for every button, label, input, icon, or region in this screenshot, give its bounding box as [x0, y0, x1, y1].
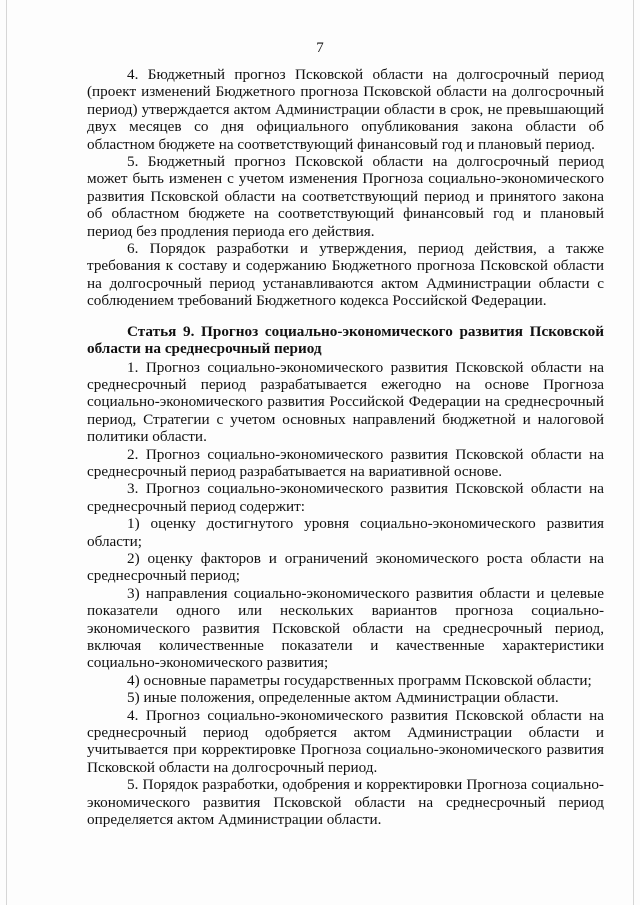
list-item-2: 2) оценку факторов и ограничений экономического роста области на среднесрочный период;: [87, 549, 604, 585]
paragraph-article9-3: 3. Прогноз социально-экономического развития Псковской области на среднесрочный период содержит:: [87, 480, 604, 515]
paragraph-article9-1: 1. Прогноз социально-экономического развития Псковской области на среднесрочный период разрабатывается ежегодно на основе Прогноза социально-экономического развития Российской Федерации на среднесрочный период, Стратегии с учетом основных направлений бюджетной и налоговой политики области.: [87, 358, 604, 446]
paragraph-article9-2: 2. Прогноз социально-экономического развития Псковской области на среднесрочный период разрабатывается на вариативной основе.: [87, 445, 604, 480]
article-9-heading: Статья 9. Прогноз социально-экономического развития Псковской области на среднесрочный период: [87, 322, 604, 358]
document-body: [87, 66, 604, 828]
paragraph-budget-forecast-6: 6. Порядок разработки и утверждения, период действия, а также требования к составу и содержанию Бюджетного прогноза Псковской области на долгосрочный период устанавливаются актом Администрации области с соблюдением требований Бюджетного кодекса Российской Федерации.: [87, 240, 604, 310]
page-edge-left: [6, 0, 7, 905]
list-item-4: 4) основные параметры государственных программ Псковской области;: [127, 671, 592, 689]
list-item-3: 3) направления социально-экономического развития области и целевые показатели одного или нескольких вариантов прогноза социально-экономического развития Псковской области на среднесрочный период, включая количественные показатели и качественные характеристики социально-экономического развития;: [87, 584, 604, 672]
paragraph-budget-forecast-4: 4. Бюджетный прогноз Псковской области на долгосрочный период (проект изменений Бюджетного прогноза Псковской области на долгосрочный период) утверждается актом Администрации области в срок, не превышающий двух месяцев со дня официального опубликования закона области об областном бюджете на соответствующий финансовый год и плановый период.: [87, 66, 604, 153]
paragraph-article9-4: 4. Прогноз социально-экономического развития Псковской области на среднесрочный период одобряется актом Администрации области и учитывается при корректировке Прогноза социально-экономического развития Псковской области на долгосрочный период.: [87, 706, 604, 776]
paragraph-budget-forecast-5: 5. Бюджетный прогноз Псковской области на долгосрочный период может быть изменен с учетом изменения Прогноза социально-экономического развития Псковской области на соответствующий период и принятого закона об областном бюджете на соответствующий финансовый год и плановый период без продления периода его действия.: [87, 153, 604, 240]
page-number: 7: [316, 40, 324, 56]
paragraph-article9-5: 5. Порядок разработки, одобрения и корректировки Прогноза социально-экономического развития Псковской области на среднесрочный период определяется актом Администрации области.: [87, 776, 604, 829]
page-edge-right: [633, 0, 634, 905]
list-item-5: 5) иные положения, определенные актом Администрации области.: [127, 689, 559, 707]
list-item-1: 1) оценку достигнутого уровня социально-экономического развития области;: [87, 515, 604, 550]
